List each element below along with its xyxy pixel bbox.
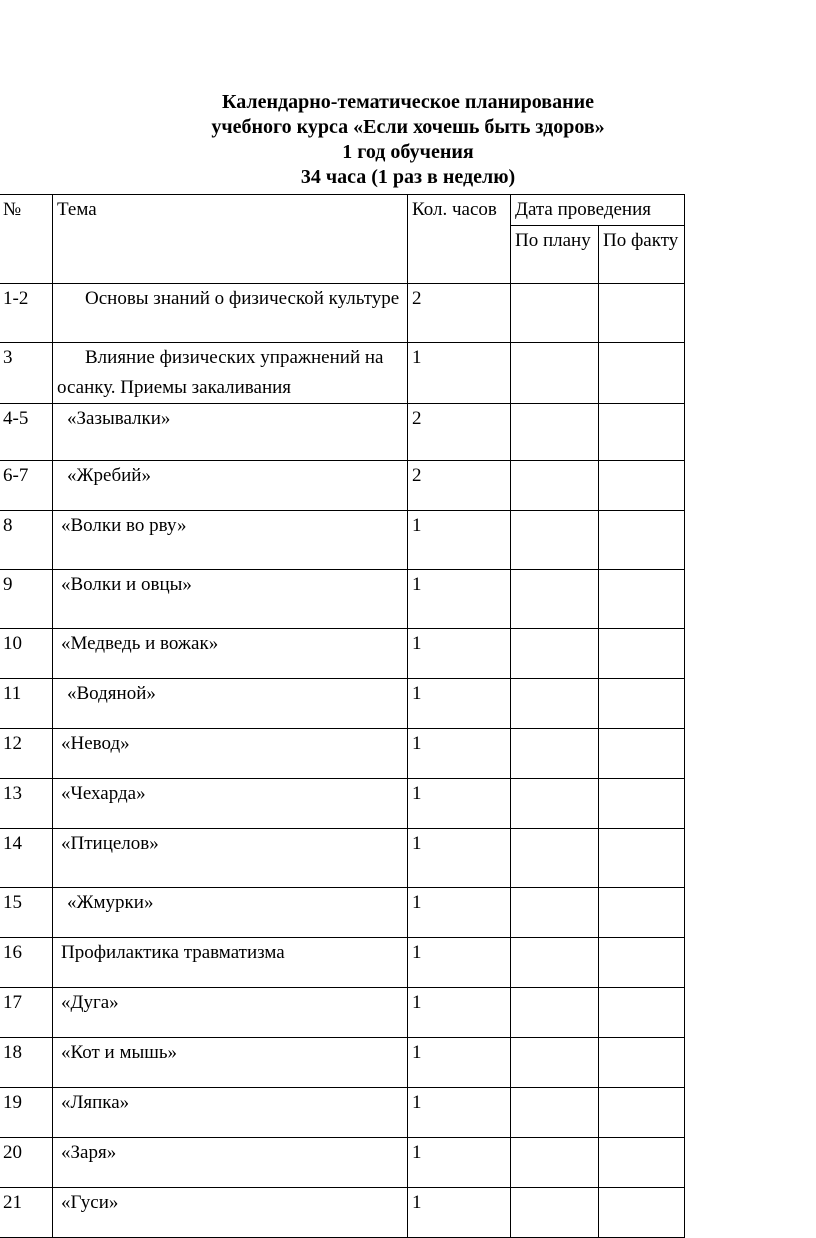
- row-num: 14: [0, 829, 53, 888]
- row-num: 19: [0, 1088, 53, 1138]
- row-plan-date[interactable]: [511, 629, 599, 679]
- row-plan-date[interactable]: [511, 511, 599, 570]
- row-plan-date[interactable]: [511, 779, 599, 829]
- row-fact-date[interactable]: [599, 988, 685, 1038]
- row-hours: 1: [408, 729, 511, 779]
- row-topic: «Водяной»: [53, 679, 408, 729]
- row-fact-date[interactable]: [599, 729, 685, 779]
- row-topic: «Медведь и вожак»: [53, 629, 408, 679]
- row-fact-date[interactable]: [599, 570, 685, 629]
- row-fact-date[interactable]: [599, 343, 685, 404]
- row-num: 1-2: [0, 284, 53, 343]
- table-row: [0, 988, 685, 1038]
- row-hours: 1: [408, 938, 511, 988]
- table-row: [0, 679, 685, 729]
- row-num: 6-7: [0, 461, 53, 511]
- row-plan-date[interactable]: [511, 1188, 599, 1238]
- row-fact-date[interactable]: [599, 461, 685, 511]
- row-hours: 1: [408, 1138, 511, 1188]
- row-num: 9: [0, 570, 53, 629]
- table-row: [0, 1038, 685, 1088]
- header-fact: По факту: [599, 226, 685, 284]
- row-topic: «Чехарда»: [53, 779, 408, 829]
- row-hours: 1: [408, 629, 511, 679]
- row-plan-date[interactable]: [511, 1038, 599, 1088]
- table-row: [0, 829, 685, 888]
- row-topic: «Зазывалки»: [53, 404, 408, 461]
- row-plan-date[interactable]: [511, 404, 599, 461]
- row-plan-date[interactable]: [511, 343, 599, 404]
- row-num: 8: [0, 511, 53, 570]
- row-num: 12: [0, 729, 53, 779]
- row-plan-date[interactable]: [511, 988, 599, 1038]
- row-fact-date[interactable]: [599, 629, 685, 679]
- row-plan-date[interactable]: [511, 729, 599, 779]
- row-num: 13: [0, 779, 53, 829]
- schedule-table: [0, 194, 685, 1238]
- document-title: [0, 90, 816, 190]
- row-fact-date[interactable]: [599, 779, 685, 829]
- table-row: [0, 284, 685, 343]
- table-row: [0, 404, 685, 461]
- row-plan-date[interactable]: [511, 570, 599, 629]
- row-fact-date[interactable]: [599, 888, 685, 938]
- row-num: 18: [0, 1038, 53, 1088]
- row-num: 21: [0, 1188, 53, 1238]
- table-row: [0, 629, 685, 679]
- table-row: [0, 1138, 685, 1188]
- row-plan-date[interactable]: [511, 461, 599, 511]
- row-topic: «Волки и овцы»: [53, 570, 408, 629]
- row-hours: 1: [408, 343, 511, 404]
- row-num: 16: [0, 938, 53, 988]
- row-topic: «Птицелов»: [53, 829, 408, 888]
- table-row: [0, 888, 685, 938]
- row-topic: «Жмурки»: [53, 888, 408, 938]
- row-fact-date[interactable]: [599, 404, 685, 461]
- row-fact-date[interactable]: [599, 1038, 685, 1088]
- row-plan-date[interactable]: [511, 1088, 599, 1138]
- row-plan-date[interactable]: [511, 829, 599, 888]
- row-fact-date[interactable]: [599, 679, 685, 729]
- table-row: [0, 570, 685, 629]
- table-row: [0, 1088, 685, 1138]
- table-row: [0, 343, 685, 404]
- row-topic: Профилактика травматизма: [53, 938, 408, 988]
- row-plan-date[interactable]: [511, 284, 599, 343]
- row-fact-date[interactable]: [599, 284, 685, 343]
- row-num: 11: [0, 679, 53, 729]
- row-fact-date[interactable]: [599, 1088, 685, 1138]
- row-hours: 1: [408, 1088, 511, 1138]
- header-hours: Кол. часов: [408, 195, 511, 284]
- row-plan-date[interactable]: [511, 1138, 599, 1188]
- row-hours: 1: [408, 570, 511, 629]
- row-topic: «Кот и мышь»: [53, 1038, 408, 1088]
- row-plan-date[interactable]: [511, 679, 599, 729]
- row-num: 4-5: [0, 404, 53, 461]
- header-plan: По плану: [511, 226, 599, 284]
- row-hours: 1: [408, 988, 511, 1038]
- row-hours: 2: [408, 461, 511, 511]
- row-fact-date[interactable]: [599, 511, 685, 570]
- table-row: [0, 1188, 685, 1238]
- row-num: 15: [0, 888, 53, 938]
- header-row: [0, 195, 685, 226]
- row-plan-date[interactable]: [511, 938, 599, 988]
- table-row: [0, 461, 685, 511]
- row-topic: Основы знаний о физической культуре: [53, 284, 408, 343]
- header-num: №: [0, 195, 53, 284]
- row-hours: 1: [408, 829, 511, 888]
- row-hours: 2: [408, 284, 511, 343]
- row-hours: 2: [408, 404, 511, 461]
- header-date: Дата проведения: [511, 195, 685, 226]
- table-row: [0, 729, 685, 779]
- row-fact-date[interactable]: [599, 1138, 685, 1188]
- row-topic: «Гуси»: [53, 1188, 408, 1238]
- row-hours: 1: [408, 1038, 511, 1088]
- row-num: 20: [0, 1138, 53, 1188]
- title-line-4: 34 часа (1 раз в неделю): [300, 166, 516, 188]
- row-num: 10: [0, 629, 53, 679]
- row-fact-date[interactable]: [599, 829, 685, 888]
- row-num: 3: [0, 343, 53, 404]
- row-num: 17: [0, 988, 53, 1038]
- header-topic: Тема: [53, 195, 408, 284]
- row-hours: 1: [408, 679, 511, 729]
- row-topic: «Жребий»: [53, 461, 408, 511]
- row-hours: 1: [408, 1188, 511, 1238]
- row-hours: 1: [408, 888, 511, 938]
- row-plan-date[interactable]: [511, 888, 599, 938]
- row-hours: 1: [408, 511, 511, 570]
- title-line-2: учебного курса «Если хочешь быть здоров»: [211, 116, 605, 138]
- title-line-1: Календарно-тематическое планирование: [221, 91, 595, 113]
- row-topic: «Ляпка»: [53, 1088, 408, 1138]
- row-fact-date[interactable]: [599, 938, 685, 988]
- row-topic: Влияние физических упражнений на осанку. Приемы закаливания: [53, 343, 408, 404]
- row-hours: 1: [408, 779, 511, 829]
- title-line-3: 1 год обучения: [342, 141, 474, 163]
- row-topic: «Дуга»: [53, 988, 408, 1038]
- table-row: [0, 779, 685, 829]
- row-topic: «Заря»: [53, 1138, 408, 1188]
- table-row: [0, 938, 685, 988]
- table-row: [0, 511, 685, 570]
- row-fact-date[interactable]: [599, 1188, 685, 1238]
- row-topic: «Волки во рву»: [53, 511, 408, 570]
- row-topic: «Невод»: [53, 729, 408, 779]
